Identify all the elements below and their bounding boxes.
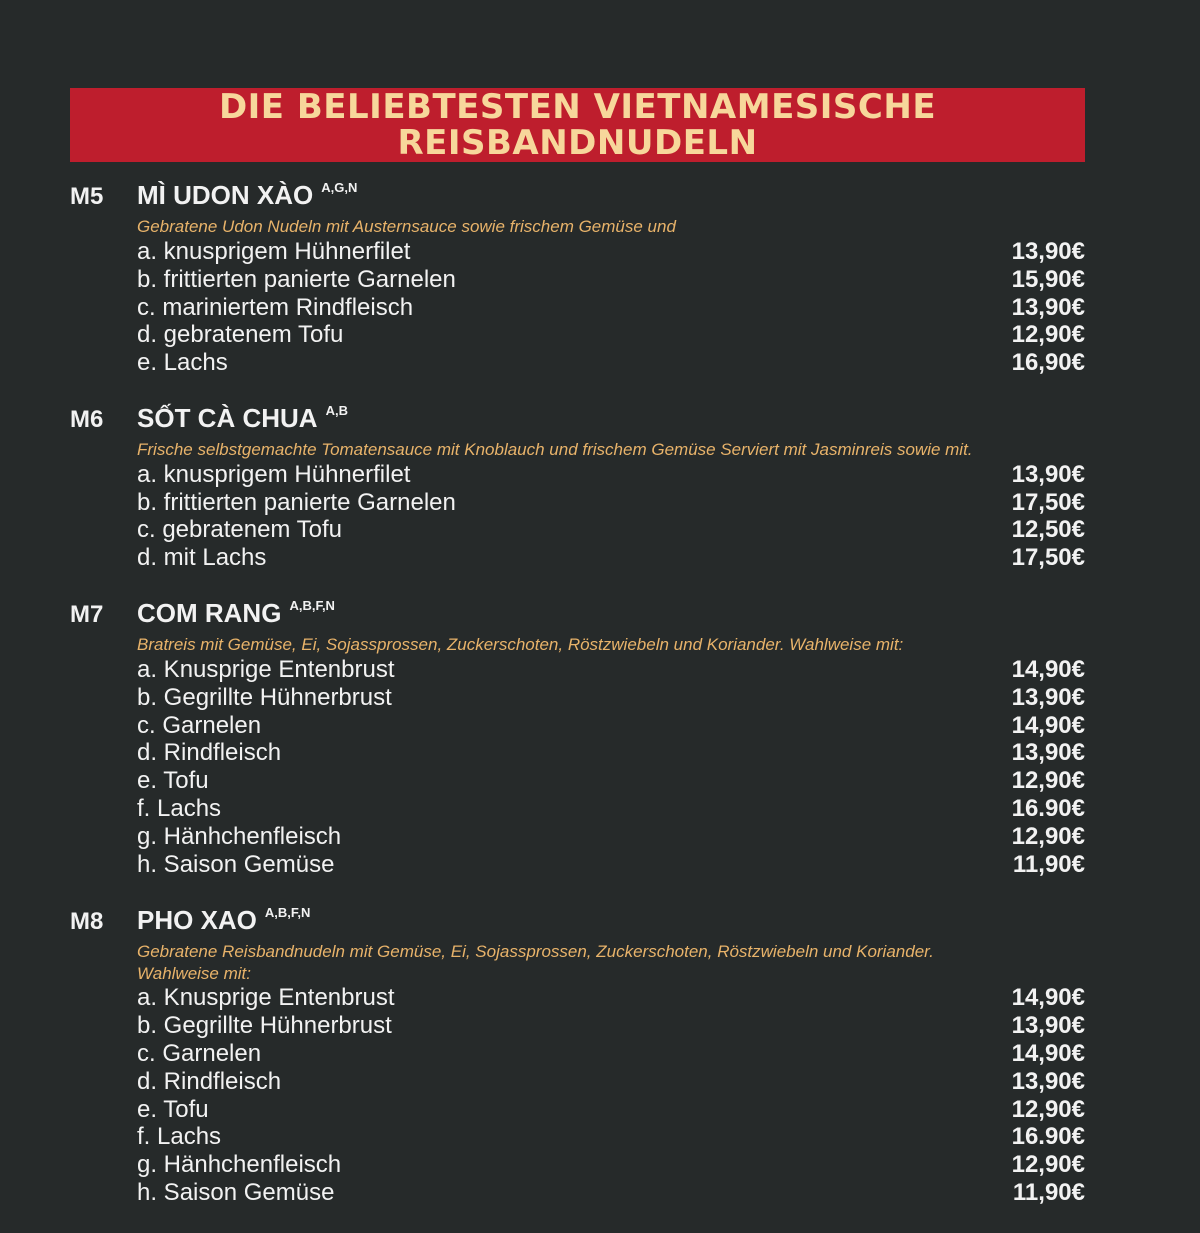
option-price: 12,90€ <box>1011 1095 1085 1123</box>
option-list <box>137 985 1085 1207</box>
menu-section-m5 <box>70 180 1085 377</box>
option-price: 14,90€ <box>1011 656 1085 684</box>
menu-option-row <box>137 544 1085 572</box>
menu-option-row <box>137 461 1085 489</box>
section-heading <box>70 598 1085 634</box>
menu-option-row <box>137 684 1085 712</box>
menu-option-row <box>137 712 1085 740</box>
menu-title-line-2: REISBANDNUDELN <box>397 123 758 162</box>
option-label: a. Knusprige Entenbrust <box>137 656 395 684</box>
menu-option-row <box>137 1012 1085 1040</box>
menu-sections <box>70 180 1085 1233</box>
option-price: 14,90€ <box>1011 984 1085 1012</box>
menu-option-row <box>137 321 1085 349</box>
option-price: 13,90€ <box>1011 293 1085 321</box>
option-label: f. Lachs <box>137 795 222 823</box>
menu-section-m7 <box>70 598 1085 878</box>
option-label: a. Knusprige Entenbrust <box>137 984 395 1012</box>
dish-code: M5 <box>70 183 104 210</box>
dish-name: COM RANG <box>137 598 282 629</box>
dish-description: Gebratene Udon Nudeln mit Austernsauce sowie frischem Gemüse und <box>137 217 676 236</box>
menu-option-row <box>137 349 1085 377</box>
option-label: a. knusprigem Hühnerfilet <box>137 460 411 488</box>
option-price: 12,90€ <box>1011 1151 1085 1179</box>
dish-name: PHO XAO <box>137 904 257 935</box>
menu-section-m8 <box>70 905 1085 1207</box>
option-label: h. Saison Gemüse <box>137 850 335 878</box>
dish-name: MÌ UDON XÀO <box>137 180 314 210</box>
menu-option-row <box>137 985 1085 1013</box>
section-heading <box>70 905 1085 941</box>
option-label: b. Gegrillte Hühnerbrust <box>137 1012 392 1040</box>
menu-title-line-1: DIE BELIEBTESTEN VIETNAMESISCHE <box>218 88 937 127</box>
option-list <box>137 461 1085 572</box>
option-price: 12,90€ <box>1011 822 1085 850</box>
option-price: 17,50€ <box>1011 488 1085 516</box>
option-price: 11,90€ <box>1012 1179 1085 1207</box>
dish-code: M7 <box>70 601 104 629</box>
option-price: 12,90€ <box>1011 321 1085 349</box>
menu-option-row <box>137 1040 1085 1068</box>
menu-option-row <box>137 740 1085 768</box>
option-price: 16,90€ <box>1011 349 1085 377</box>
menu-option-row <box>137 1124 1085 1152</box>
menu-option-row <box>137 1096 1085 1124</box>
option-price: 14,90€ <box>1011 711 1085 739</box>
option-list <box>137 656 1085 878</box>
menu-option-row <box>137 238 1085 266</box>
option-price: 13,90€ <box>1011 739 1085 767</box>
option-label: d. gebratenem Tofu <box>137 321 344 349</box>
option-price: 12,90€ <box>1011 767 1085 795</box>
option-price: 13,90€ <box>1011 683 1085 711</box>
option-price: 13,90€ <box>1011 237 1085 265</box>
option-price: 15,90€ <box>1011 265 1085 293</box>
dish-code: M6 <box>70 405 104 433</box>
option-label: d. Rindfleisch <box>137 1067 282 1095</box>
dish-description: Bratreis mit Gemüse, Ei, Sojassprossen, Zuckerschoten, Röstzwiebeln und Koriander. Wahlweise mit: <box>137 635 904 655</box>
option-label: c. gebratenem Tofu <box>137 516 343 544</box>
dish-description: Frische selbstgemachte Tomatensauce mit Knoblauch und frischem Gemüse Serviert mit Jasminreis sowie mit. <box>137 439 973 459</box>
option-label: d. mit Lachs <box>137 544 267 572</box>
section-heading <box>70 403 1085 439</box>
option-list <box>137 238 1085 377</box>
option-price: 14,90€ <box>1011 1040 1085 1068</box>
option-label: b. frittierten panierte Garnelen <box>137 488 456 516</box>
option-label: e. Lachs <box>137 349 228 377</box>
option-label: b. Gegrillte Hühnerbrust <box>137 683 392 711</box>
allergen-codes: A,B,F,N <box>289 598 335 614</box>
menu-section-m6 <box>70 403 1085 572</box>
allergen-codes: A,G,N <box>321 180 358 195</box>
dish-description: Gebratene Reisbandnudeln mit Gemüse, Ei, Sojassprossen, Zuckerschoten, Röstzwiebeln und Koriander. <box>137 941 934 961</box>
menu-option-row <box>137 1068 1085 1096</box>
option-label: a. knusprigem Hühnerfilet <box>137 237 411 265</box>
option-label: d. Rindfleisch <box>137 739 282 767</box>
option-price: 13,90€ <box>1011 1012 1085 1040</box>
dish-code: M8 <box>70 907 104 935</box>
option-label: c. Garnelen <box>137 1040 262 1068</box>
option-price: 12,50€ <box>1011 516 1085 544</box>
option-price: 16.90€ <box>1011 795 1085 823</box>
section-heading <box>70 180 1085 216</box>
option-label: g. Hänhchenfleisch <box>137 1151 342 1179</box>
dish-description: Wahlweise mit: <box>137 963 251 983</box>
option-price: 13,90€ <box>1011 460 1085 488</box>
allergen-codes: A,B,F,N <box>264 904 311 920</box>
menu-option-row <box>137 294 1085 322</box>
option-label: c. mariniertem Rindfleisch <box>137 293 414 321</box>
menu-option-row <box>137 517 1085 545</box>
menu-option-row <box>137 1179 1085 1207</box>
option-label: h. Saison Gemüse <box>137 1179 335 1207</box>
menu-option-row <box>137 767 1085 795</box>
menu-option-row <box>137 795 1085 823</box>
option-label: f. Lachs <box>137 1123 222 1151</box>
menu-option-row <box>137 656 1085 684</box>
option-price: 13,90€ <box>1011 1067 1085 1095</box>
menu-option-row <box>137 266 1085 294</box>
option-label: e. Tofu <box>137 767 209 795</box>
option-label: g. Hänhchenfleisch <box>137 822 342 850</box>
menu-option-row <box>137 823 1085 851</box>
option-label: c. Garnelen <box>137 711 262 739</box>
option-label: e. Tofu <box>137 1095 209 1123</box>
allergen-codes: A,B <box>325 402 348 418</box>
option-price: 17,50€ <box>1011 544 1085 572</box>
menu-title-banner <box>70 88 1085 162</box>
menu-option-row <box>137 851 1085 879</box>
option-price: 16.90€ <box>1011 1123 1085 1151</box>
menu-option-row <box>137 489 1085 517</box>
dish-name: SỐT CÀ CHUA <box>137 402 318 433</box>
option-price: 11,90€ <box>1012 850 1085 878</box>
option-label: b. frittierten panierte Garnelen <box>137 265 456 293</box>
menu-option-row <box>137 1151 1085 1179</box>
